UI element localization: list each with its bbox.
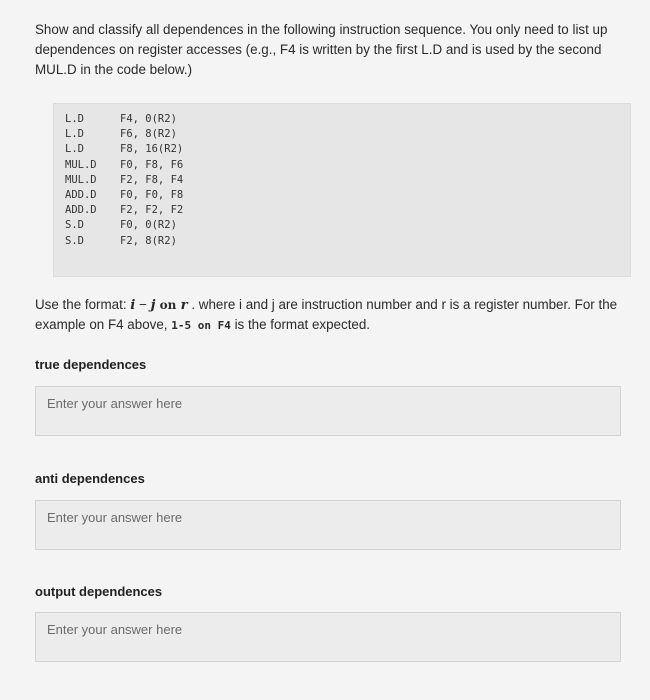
code-line [65,203,183,218]
true-dependences-input[interactable] [36,387,620,435]
code-operands: F6, 8(R2) [120,128,177,141]
code-block [53,103,631,277]
format-suffix: is the format expected. [230,317,371,332]
code-operands: F2, 8(R2) [120,234,177,247]
anti-dependences-input[interactable] [36,501,620,549]
code-line [65,188,183,203]
code-opcode: S.D [65,219,84,232]
code-listing [65,112,183,249]
code-operands: F2, F8, F4 [120,173,184,186]
format-dash: − [135,297,151,312]
format-on: on [155,298,181,312]
code-operands: F0, 0(R2) [120,219,177,232]
format-i: i [130,297,136,313]
code-line [65,218,183,233]
code-line [65,112,183,127]
output-dependences-answer-box[interactable] [35,612,621,662]
code-operands: F8, 16(R2) [120,143,184,156]
code-opcode: L.D [65,143,84,156]
code-operands: F2, F2, F2 [120,204,184,217]
code-opcode: MUL.D [65,173,97,186]
code-opcode: ADD.D [65,204,97,217]
question-text: Show and classify all dependences in the following instruction sequence. You only need to list up dependences on register accesses (e.g., F4 is written by the first L.D and is used by the second MUL.D in the code below.) [35,22,608,77]
code-opcode: L.D [65,128,84,141]
format-instructions [35,295,635,336]
code-operands: F0, F0, F8 [120,189,184,202]
code-opcode: S.D [65,234,84,247]
code-opcode: L.D [65,113,84,125]
code-line [65,173,183,188]
code-opcode: ADD.D [65,189,97,202]
true-dependences-label: true dependences [35,357,147,372]
true-dependences-answer-box[interactable] [35,386,621,436]
code-line [65,234,183,249]
format-j: j [150,297,156,313]
code-operands: F4, 0(R2) [120,113,177,125]
code-line [65,142,183,157]
anti-dependences-label: anti dependences [35,471,145,486]
code-opcode: MUL.D [65,158,97,171]
output-dependences-label: output dependences [35,584,163,599]
code-line [65,158,183,173]
format-middle: . where i and j are instruction number and r is a register number. For the example on F4 above, [35,297,618,332]
anti-dependences-answer-box[interactable] [35,500,621,550]
format-example: 1-5 on F4 [171,319,231,332]
code-line [65,127,183,142]
format-r: r [180,297,188,313]
output-dependences-input[interactable] [36,613,620,661]
format-prefix: Use the format: [35,297,131,312]
code-operands: F0, F8, F6 [120,158,184,171]
